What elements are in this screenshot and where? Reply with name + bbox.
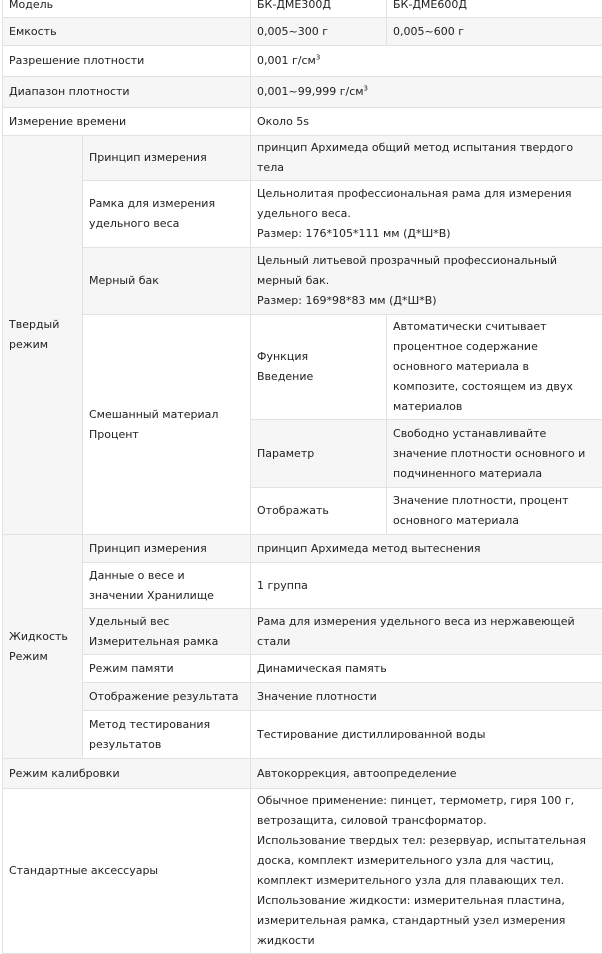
- label-solid-principle: Принцип измерения: [83, 136, 251, 181]
- value-capacity-2: 0,005~600 г: [387, 18, 602, 46]
- row-liquid-result: [3, 683, 602, 711]
- label-solid-tank: Мерный бак: [83, 248, 251, 315]
- group-solid-label: Твердый режим: [3, 136, 83, 535]
- label-liquid-memory: Режим памяти: [83, 655, 251, 683]
- solid-frame-desc: Цельнолитая профессиональная рама для измерения удельного веса.: [257, 184, 596, 224]
- label-mixed-function: Функция Введение: [251, 315, 387, 420]
- density-resolution-sup: 3: [316, 53, 320, 61]
- row-solid-tank: [3, 248, 602, 315]
- value-calibration: Автокоррекция, автоопределение: [251, 759, 602, 789]
- label-liquid-result: Отображение результата: [83, 683, 251, 711]
- label-density-range: Диапазон плотности: [3, 77, 251, 108]
- density-range-text: 0,001~99,999 г/см: [257, 85, 364, 98]
- row-liquid-principle: [3, 535, 602, 563]
- row-model: [3, 0, 602, 18]
- row-time: [3, 108, 602, 136]
- label-mixed: Смешанный материал Процент: [83, 315, 251, 535]
- row-solid-principle: [3, 136, 602, 181]
- accessories-line-3: Использование жидкости: измерительная пластина, измерительная рамка, стандартный узел измерения жидкости: [257, 891, 596, 951]
- value-liquid-test: Тестирование дистиллированной воды: [251, 711, 602, 759]
- label-mixed-display: Отображать: [251, 488, 387, 535]
- density-resolution-text: 0,001 г/см: [257, 54, 316, 67]
- accessories-line-2: Использование твердых тел: резервуар, испытательная доска, комплект измерительного узла для частиц, комплект измерительного узла для плавающих тел.: [257, 831, 596, 891]
- label-model: Модель: [3, 0, 251, 18]
- solid-tank-desc: Цельный литьевой прозрачный профессиональный мерный бак.: [257, 251, 596, 291]
- solid-tank-size: Размер: 169*98*83 мм (Д*Ш*В): [257, 291, 596, 311]
- row-liquid-storage: [3, 563, 602, 609]
- value-density-range: [251, 77, 602, 108]
- row-liquid-test: [3, 711, 602, 759]
- value-liquid-result: Значение плотности: [251, 683, 602, 711]
- label-liquid-test: Метод тестирования результатов: [83, 711, 251, 759]
- value-capacity-1: 0,005~300 г: [251, 18, 387, 46]
- label-density-resolution: Разрешение плотности: [3, 46, 251, 77]
- density-range-sup: 3: [364, 84, 368, 92]
- label-liquid-frame: Удельный вес Измерительная рамка: [83, 609, 251, 655]
- row-calibration: [3, 759, 602, 789]
- row-density-resolution: [3, 46, 602, 77]
- value-mixed-display: Значение плотности, процент основного материала: [387, 488, 602, 535]
- label-accessories: Стандартные аксессуары: [3, 789, 251, 954]
- value-mixed-param: Свободно устанавливайте значение плотности основного и подчиненного материала: [387, 420, 602, 488]
- value-model-1: БК-ДМЕ300Д: [251, 0, 387, 18]
- label-liquid-principle: Принцип измерения: [83, 535, 251, 563]
- label-liquid-storage: Данные о весе и значении Хранилище: [83, 563, 251, 609]
- value-time: Около 5s: [251, 108, 602, 136]
- value-liquid-storage: 1 группа: [251, 563, 602, 609]
- label-capacity: Емкость: [3, 18, 251, 46]
- row-density-range: [3, 77, 602, 108]
- label-calibration: Режим калибровки: [3, 759, 251, 789]
- row-capacity: [3, 18, 602, 46]
- label-solid-frame: Рамка для измерения удельного веса: [83, 181, 251, 248]
- value-solid-principle: принцип Архимеда общий метод испытания твердого тела: [251, 136, 602, 181]
- spec-table: [2, 0, 602, 954]
- value-liquid-principle: принцип Архимеда метод вытеснения: [251, 535, 602, 563]
- label-mixed-param: Параметр: [251, 420, 387, 488]
- value-solid-frame: [251, 181, 602, 248]
- value-solid-tank: [251, 248, 602, 315]
- value-accessories: [251, 789, 602, 954]
- value-model-2: БК-ДМЕ600Д: [387, 0, 602, 18]
- row-accessories: [3, 789, 602, 954]
- group-liquid-label: Жидкость Режим: [3, 535, 83, 759]
- row-liquid-frame: [3, 609, 602, 655]
- row-mixed-function: [3, 315, 602, 420]
- value-liquid-memory: Динамическая память: [251, 655, 602, 683]
- label-time: Измерение времени: [3, 108, 251, 136]
- value-liquid-frame: Рама для измерения удельного веса из нержавеющей стали: [251, 609, 602, 655]
- value-density-resolution: [251, 46, 602, 77]
- accessories-line-1: Обычное применение: пинцет, термометр, гиря 100 г, ветрозащита, силовой трансформатор.: [257, 791, 596, 831]
- row-liquid-memory: [3, 655, 602, 683]
- solid-frame-size: Размер: 176*105*111 мм (Д*Ш*В): [257, 224, 596, 244]
- value-mixed-function: Автоматически считывает процентное содержание основного материала в композите, состоящем из двух материалов: [387, 315, 602, 420]
- row-solid-frame: [3, 181, 602, 248]
